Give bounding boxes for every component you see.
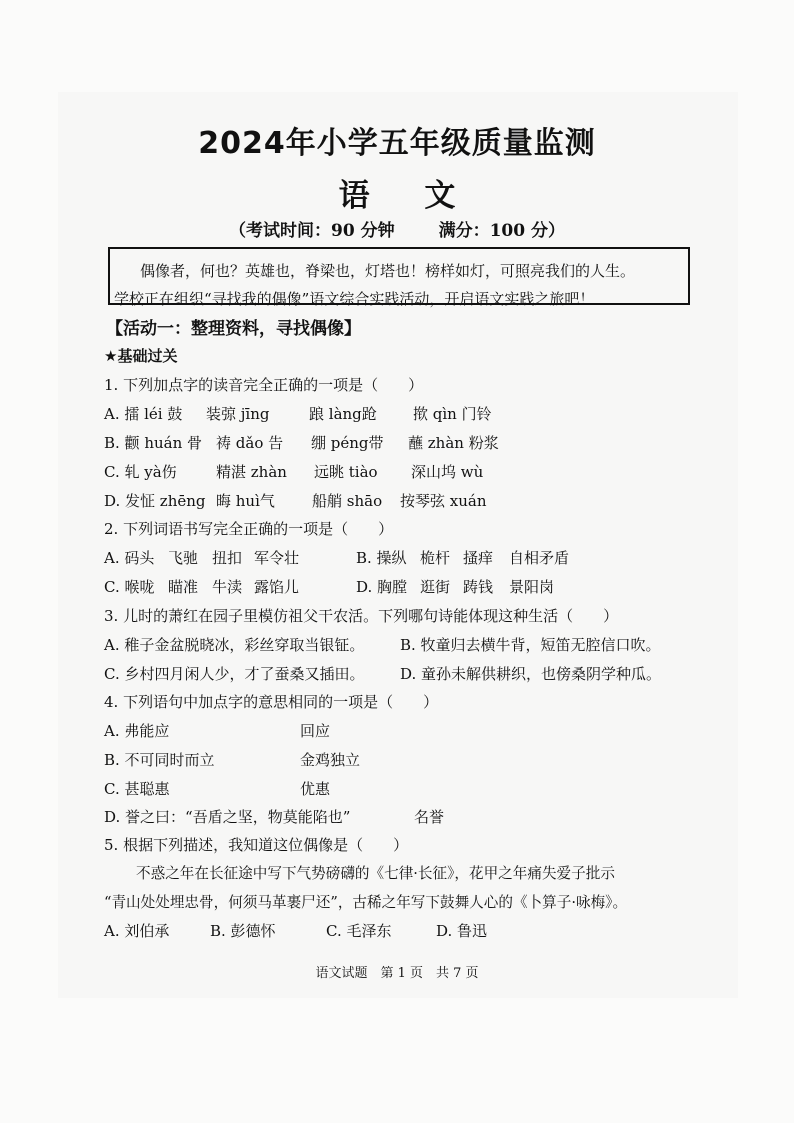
q4-stem: 4. 下列语句中加点字的意思相同的一项是（ ） (104, 693, 439, 711)
q5-text-2: “青山处处埋忠骨，何须马革裹尸还”，古稀之年写下鼓舞人心的《卜算子·咏梅》。 (104, 894, 628, 911)
intro-box (108, 247, 690, 308)
q3-row-1: A. 稚子金盆脱晓冰，彩丝穿取当银钲。 B. 牧童归去横牛背，短笛无腔信口吹。 (104, 636, 661, 654)
q2-stem: 2. 下列词语书写完全正确的一项是（ ） (104, 520, 394, 538)
q5-stem: 5. 根据下列描述，我知道这位偶像是（ ） (104, 836, 409, 854)
intro-line-2: 学校正在组织“寻找我的偶像”语文综合实践活动，开启语文实践之旅吧！ (114, 290, 595, 308)
q2-row-1: A. 码头 飞驰 扭扣 军令壮 B. 操纵 桅杆 搔痒 自相矛盾 (104, 549, 570, 567)
full-score: 满分：100 分） (438, 221, 565, 241)
q1-option-c: C. 轧 yà伤 精湛 zhàn 远眺 tiào 深山坞 wù (104, 463, 484, 481)
q1-option-b: B. 颧 huán 骨 祷 dǎo 告 绷 péng带 蘸 zhàn 粉浆 (104, 434, 499, 452)
subject-title: 语 文 (338, 178, 478, 214)
page-footer: 语文试题 第 1 页 共 7 页 (315, 966, 479, 981)
q5-options: A. 刘伯承 B. 彭德怀 C. 毛泽东 D. 鲁迅 (104, 922, 488, 940)
intro-line-1: 偶像者，何也？英雄也，脊梁也，灯塔也！榜样如灯，可照亮我们的人生。 (140, 262, 636, 280)
q4-option-d: D. 誉之曰：“吾盾之坚，物莫能陷也” 名誉 (104, 808, 445, 826)
q1-option-a: A. 擂 léi 鼓 装弶 jīng 踉 làng跄 揿 qìn 门铃 (104, 405, 492, 423)
q4-option-c: C. 甚聪惠 优惠 (104, 780, 331, 798)
q1-stem: 1. 下列加点字的读音完全正确的一项是（ ） (104, 376, 424, 394)
exam-info (0, 216, 794, 241)
exam-time: （考试时间：90 分钟 (229, 221, 395, 241)
q4-option-b: B. 不可同时而立 金鸡独立 (104, 751, 361, 769)
exam-title: 2024年小学五年级质量监测 (198, 126, 596, 161)
q4-option-a: A. 弗能应 回应 (104, 722, 331, 740)
q5-text-1: 不惑之年在长征途中写下气势磅礴的《七律·长征》，花甲之年痛失爱子批示 (136, 865, 615, 882)
q2-row-2: C. 喉咙 瞄准 牛渎 露馅儿 D. 胸膛 逛街 踌钱 景阳岗 (104, 578, 555, 596)
section-title: ★基础过关 (104, 347, 178, 365)
q3-stem: 3. 儿时的萧红在园子里模仿祖父干农活。下列哪句诗能体现这种生活（ ） (104, 607, 619, 625)
q1-option-d: D. 发怔 zhēng 晦 huì气 船艄 shāo 按琴弦 xuán (104, 492, 487, 510)
q3-row-2: C. 乡村四月闲人少，才了蚕桑又插田。 D. 童孙未解供耕织，也傍桑阴学种瓜。 (104, 665, 662, 683)
activity-title: 【活动一：整理资料，寻找偶像】 (106, 319, 361, 339)
